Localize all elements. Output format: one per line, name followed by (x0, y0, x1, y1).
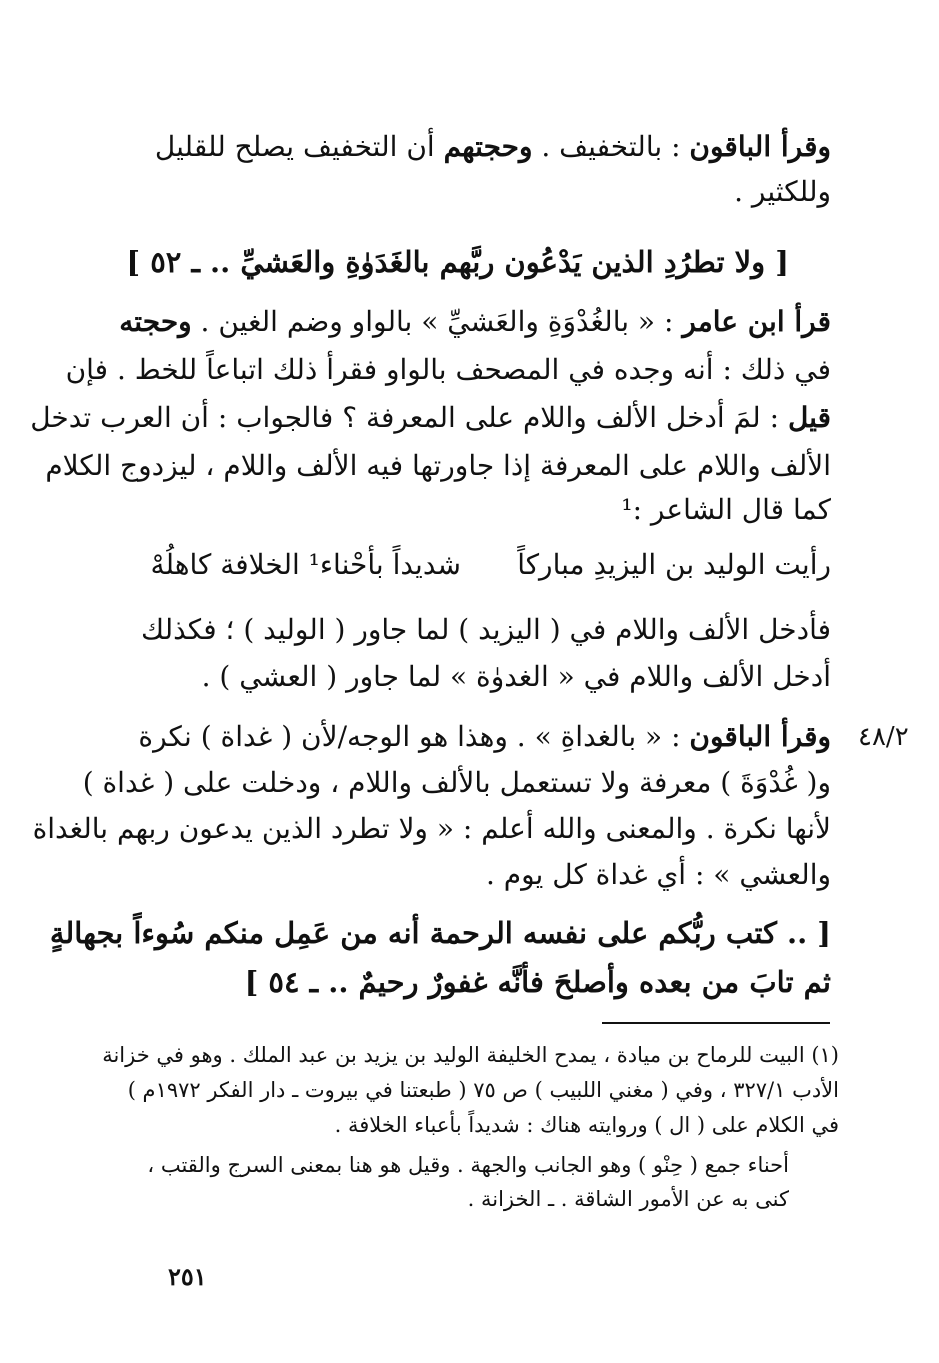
page-number: ٢٥١ (168, 1262, 207, 1291)
footnote-line-5: كنى به عن الأمور الشاقة . ـ الخزانة . (467, 1187, 789, 1211)
margin-reference: ٤٨/٢ (858, 722, 909, 752)
paragraph-2-line-2: في ذلك : أنه وجده في المصحف بالواو فقرأ ذلك اتباعاً للخط . فإن (65, 353, 831, 386)
paragraph-2-line-4: الألف واللام على المعرفة إذا جاورتها فيه الألف واللام ، ليزدوج الكلام (45, 449, 831, 482)
paragraph-4-line-1: وقرأ الباقون : « بالغداةِ » . وهذا هو الوجه/لأن ( غداة ) نكرة (138, 720, 831, 753)
poem-first-hemistich: رأيت الوليد بن اليزيدِ مباركاً (517, 548, 831, 581)
paragraph-3-line-1: فأدخل الألف واللام في ( اليزيد ) لما جاور ( الوليد ) ؛ فكذلك (140, 613, 831, 646)
footnote-line-2: الأدب ٣٢٧/١ ، وفي ( مغني اللبيب ) ص ٧٥ ( طبعتنا في بيروت ـ دار الفكر ١٩٧٢م ) (127, 1078, 839, 1102)
footnote-line-1: (١) البيت للرماح بن ميادة ، يمدح الخليفة الوليد بن يزيد بن عبد الملك . وهو في خزانة (102, 1043, 839, 1067)
paragraph-2-line-1: قرأ ابن عامر : « بالغُدْوَةِ والعَشيِّ » بالواو وضم الغين . وحجته (119, 305, 831, 338)
paragraph-4-line-4: والعشي » : أي غداة كل يوم . (485, 858, 831, 891)
poem-second-hemistich: شديداً بأحْناء¹ الخلافة كاهلُهْ (150, 548, 461, 581)
paragraph-4-line-3: لأنها نكرة . والمعنى والله أعلم : « ولا تطرد الذين يدعون ربهم بالغداة (32, 812, 831, 845)
paragraph-2-line-5: كما قال الشاعر :¹ (621, 493, 831, 526)
paragraph-3-line-2: أدخل الألف واللام في « الغدوٰة » لما جاور ( العشي ) . (201, 660, 831, 693)
paragraph-1-line-1: وقرأ الباقون : بالتخفيف . وحجتهم أن التخفيف يصلح للقليل (154, 130, 831, 163)
quran-verse-54-line-1: [ .. كتب ربُّكم على نفسه الرحمة أنه من عَمِل منكم سُوءاً بجهالةٍ (49, 916, 831, 950)
footnote-separator (602, 1022, 830, 1024)
quran-verse-52: [ ولا تطرُدِ الذين يَدْعُون ربَّهم بالغَدَوٰةِ والعَشيِّ .. ـ ٥٢ ] (126, 245, 789, 279)
footnote-line-4: أحناء جمع ( حِنْو ) وهو الجانب والجهة . وقيل هو هنا بمعنى السرج والقتب ، (147, 1153, 789, 1177)
footnote-line-3: في الكلام على ( ال ) وروايته هناك : شديداً بأعباء الخلافة . (334, 1113, 839, 1137)
paragraph-4-line-2: و( غُدْوَةَ ) معرفة ولا تستعمل بالألف واللام ، ودخلت على ( غداة ) (82, 766, 831, 799)
paragraph-2-line-3: قيل : لمَ أدخل الألف واللام على المعرفة ؟ فالجواب : أن العرب تدخل (30, 401, 831, 434)
quran-verse-54-line-2: ثم تابَ من بعده وأصلحَ فأنَّه غفورٌ رحيمٌ .. ـ ٥٤ ] (244, 965, 831, 999)
paragraph-1-line-2: وللكثير . (734, 175, 831, 208)
